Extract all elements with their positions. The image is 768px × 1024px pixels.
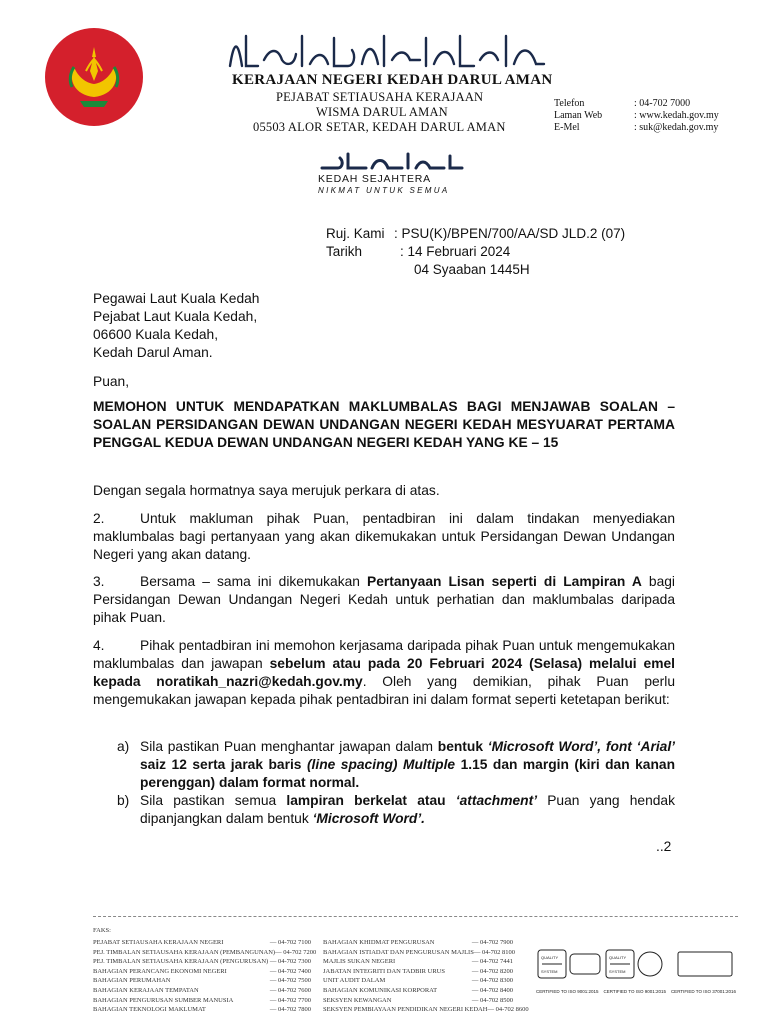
footer-entry: BAHAGIAN ISTIADAT DAN PENGURUSAN MAJLIS — 04-702 8100 xyxy=(323,948,516,956)
paragraph-4-text-a: Pihak pentadbiran ini memohon kerjasama daripada pihak Puan untuk mengemukakan maklumbalas dan jawapan xyxy=(93,638,675,671)
svg-text:SYSTEM: SYSTEM xyxy=(541,969,558,974)
paragraph-3 xyxy=(93,573,675,627)
paragraph-3-text-a: Bersama – sama ini dikemukakan xyxy=(140,574,368,589)
footer-entry: SEKSYEN KEWANGAN — 04-702 8500 xyxy=(323,996,513,1004)
ref-value: : PSU(K)/BPEN/700/AA/SD JLD.2 (07) xyxy=(394,226,626,241)
date-value: : 14 Februari 2024 xyxy=(400,244,511,259)
contact-label-phone: Telefon xyxy=(554,98,585,109)
footer-entry: BAHAGIAN KHIDMAT PENGURUSAN — 04-702 7900 xyxy=(323,939,513,946)
certification-badges xyxy=(536,946,736,996)
footer-entry: SEKSYEN PEMBIAYAAN PENDIDIKAN NEGERI KEDAH — 04-702 8600 xyxy=(323,1006,529,1014)
hijri-date: 04 Syaaban 1445H xyxy=(414,262,530,277)
footer-entry: UNIT AUDIT DALAM — 04-702 8300 xyxy=(323,977,513,985)
paragraph-4-text-c: . Oleh yang demikian, pihak Puan perlu mengemukakan jawapan kepada pihak pentadbiran ini dalam format seperti ketetapan berikut: xyxy=(93,674,676,707)
footer-entry: PEJ. TIMBALAN SETIAUSAHA KERAJAAN (PENGURUSAN) — 04-702 7300 xyxy=(93,958,311,966)
list-a-bold-2: saiz 12 serta jarak baris xyxy=(140,757,307,772)
paragraph-4 xyxy=(93,637,675,709)
contact-value-email[interactable]: : suk@kedah.gov.my xyxy=(634,122,719,133)
footer-entry: BAHAGIAN PENGURUSAN SUMBER MANUSIA — 04-702 7700 xyxy=(93,996,311,1004)
footer-entry: PEJABAT SETIAUSAHA KERAJAAN NEGERI — 04-702 7100 xyxy=(93,939,311,946)
address-line-1: PEJABAT SETIAUSAHA KERAJAAN xyxy=(276,90,484,104)
svg-text:QUALITY: QUALITY xyxy=(609,955,627,960)
footer-entry: BAHAGIAN KERAJAAN TEMPATAN — 04-702 7600 xyxy=(93,986,311,994)
contact-value-phone: : 04-702 7000 xyxy=(634,98,691,109)
kedah-sejahtera-jawi-logo xyxy=(318,150,466,174)
paragraph-2-text: Untuk makluman pihak Puan, pentadbiran ini dalam tindakan menyediakan maklumbalas bagi pertanyaan yang akan dikemukakan untuk Persidangan Dewan Undangan Negeri yang akan datang. xyxy=(93,511,675,562)
footer-right-column xyxy=(323,938,529,1015)
list-a-bold-italic-1: ‘Microsoft Word’, font ‘Arial’ xyxy=(487,739,675,754)
list-b-bold-1: lampiran berkelat atau xyxy=(286,793,456,808)
list-a-bold-3: 1.15 dan margin (kiri dan kanan perenggan) dalam format normal. xyxy=(140,757,676,790)
footer-entry: JABATAN INTEGRITI DAN TADBIR URUS — 04-702 8200 xyxy=(323,967,513,975)
cert-label-2: CERTIFIED TO ISO 9001:2015 xyxy=(603,989,666,994)
certification-logos xyxy=(536,946,736,984)
contact-label-web: Laman Web xyxy=(554,110,603,121)
salutation: Puan, xyxy=(93,374,130,389)
contact-value-web[interactable]: : www.kedah.gov.my xyxy=(634,110,719,121)
paragraph-3-bold: Pertanyaan Lisan seperti di Lampiran A xyxy=(367,574,642,589)
paragraph-3-text-c: bagi Persidangan Dewan Undangan Negeri Kedah untuk perhatian dan maklumbalas daripada pihak Puan. xyxy=(93,574,675,625)
footer-entry: BAHAGIAN KOMUNIKASI KORPORAT — 04-702 8400 xyxy=(323,986,513,994)
recipient-line-3: 06600 Kuala Kedah, xyxy=(93,327,219,342)
list-a-bold-1: bentuk xyxy=(437,739,488,754)
recipient-line-2: Pejabat Laut Kuala Kedah, xyxy=(93,309,258,324)
address-line-2: WISMA DARUL AMAN xyxy=(316,105,448,119)
cert-label-3: CERTIFIED TO ISO 37001:2016 xyxy=(670,989,736,994)
footer-entry: MAJLIS SUKAN NEGERI — 04-702 7441 xyxy=(323,958,513,966)
list-b-bold-italic-2: ‘Microsoft Word’. xyxy=(312,811,426,826)
paragraph-2-number: 2. xyxy=(93,511,105,526)
list-item-b xyxy=(140,792,675,828)
paragraph-3-number: 3. xyxy=(93,574,105,589)
date-label: Tarikh xyxy=(326,244,363,259)
list-a-label: a) xyxy=(117,739,130,754)
list-item-a xyxy=(140,738,675,792)
page-continuation-marker: ..2 xyxy=(656,839,672,854)
slogan-subtitle: NIKMAT UNTUK SEMUA xyxy=(318,186,450,195)
footer-entry: BAHAGIAN TEKNOLOGI MAKLUMAT — 04-702 7800 xyxy=(93,1006,311,1014)
paragraph-1: Dengan segala hormatnya saya merujuk perkara di atas. xyxy=(93,483,440,498)
address-line-3: 05503 ALOR SETAR, KEDAH DARUL AMAN xyxy=(253,120,506,134)
list-a-text-1: Sila pastikan Puan menghantar jawapan dalam xyxy=(140,739,438,754)
jawi-calligraphy-logo xyxy=(224,30,550,74)
footer-fax-label: FAKS: xyxy=(93,927,111,934)
footer-divider xyxy=(93,916,738,918)
organization-name: KERAJAAN NEGERI KEDAH DARUL AMAN xyxy=(232,72,553,88)
list-b-text-2: Puan yang hendak dipanjangkan dalam bentuk xyxy=(140,793,676,826)
ref-label: Ruj. Kami xyxy=(326,226,385,241)
list-a-bold-italic-2: (line spacing) Multiple xyxy=(306,757,456,772)
cert-label-1: CERTIFIED TO ISO 9001:2015 xyxy=(536,989,599,994)
paragraph-4-number: 4. xyxy=(93,638,105,653)
list-b-text-1: Sila pastikan semua xyxy=(140,793,287,808)
footer-entry: BAHAGIAN PERANCANG EKONOMI NEGERI — 04-702 7400 xyxy=(93,967,311,975)
slogan-title: KEDAH SEJAHTERA xyxy=(318,173,431,185)
recipient-line-4: Kedah Darul Aman. xyxy=(93,345,213,360)
list-b-label: b) xyxy=(117,793,130,808)
list-b-bold-italic-1: ‘attachment’ xyxy=(455,793,538,808)
footer-entry: PEJ. TIMBALAN SETIAUSAHA KERAJAAN (PEMBANGUNAN) — 04-702 7200 xyxy=(93,948,317,956)
recipient-line-1: Pegawai Laut Kuala Kedah xyxy=(93,291,260,306)
svg-text:SYSTEM: SYSTEM xyxy=(609,969,626,974)
kedah-crest-logo xyxy=(44,27,144,127)
letter-subject: MEMOHON UNTUK MENDAPATKAN MAKLUMBALAS BAGI MENJAWAB SOALAN – SOALAN PERSIDANGAN DEWAN UNDANGAN NEGERI KEDAH MESYUARAT PERTAMA PENGGAL KEDUA DEWAN UNDANGAN NEGERI KEDAH YANG KE – 15 xyxy=(93,399,675,450)
svg-text:QUALITY: QUALITY xyxy=(541,955,559,960)
footer-left-column xyxy=(93,938,317,1015)
paragraph-2 xyxy=(93,510,675,564)
footer-entry: BAHAGIAN PERUMAHAN — 04-702 7500 xyxy=(93,977,311,985)
contact-label-email: E-Mel xyxy=(554,122,580,133)
paragraph-4-bold-deadline: sebelum atau pada 20 Februari 2024 (Selasa) melalui emel kepada noratikah_nazri@kedah.gov.my xyxy=(93,656,675,689)
